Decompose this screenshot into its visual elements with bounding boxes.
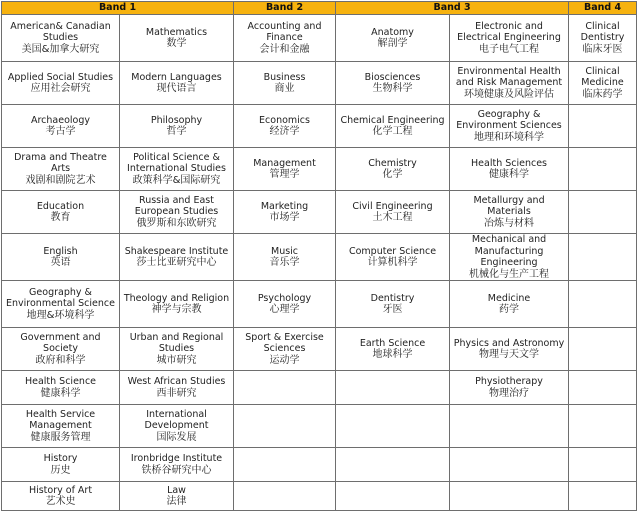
subject-cell — [2, 148, 120, 191]
subject-name-zh: 临床药学 — [582, 88, 623, 100]
subject-name-en: Health Science — [24, 376, 97, 387]
subject-name-en: Electronic and Electrical Engineering — [457, 20, 561, 44]
subject-name-en: Civil Engineering — [352, 200, 433, 212]
subject-cell — [450, 482, 569, 511]
subject-name-en: Education — [36, 200, 85, 212]
subject-name-en: Chemical Engineering — [340, 114, 445, 126]
subject-cell — [569, 62, 637, 105]
subject-name-en: Shakespeare Institute — [124, 245, 229, 257]
subject-name-zh: 管理学 — [269, 169, 300, 180]
subject-name-zh: 物理与天文学 — [479, 349, 540, 360]
subject-name-en: Biosciences — [364, 71, 421, 83]
subject-cell — [234, 148, 336, 191]
subject-name-zh: 艺术史 — [45, 496, 76, 507]
subject-cell — [120, 281, 234, 328]
subject-name-en: Psychology — [257, 292, 312, 304]
subject-name-zh: 物理治疗 — [489, 387, 530, 399]
subject-cell — [234, 191, 336, 234]
header-band-4: Band 4 — [569, 2, 637, 15]
subject-name-zh: 电子电气工程 — [479, 43, 540, 55]
subject-name-en: Health Service Management — [25, 408, 96, 432]
subject-cell — [569, 371, 637, 405]
subject-name-en: American& Canadian Studies — [10, 20, 111, 44]
table-row — [2, 482, 637, 511]
subject-name-zh: 健康科学 — [40, 387, 81, 399]
subject-name-zh: 地理&环境科学 — [26, 309, 95, 321]
subject-name-zh: 健康科学 — [489, 169, 530, 180]
subject-name-zh: 机械化与生产工程 — [469, 268, 550, 280]
subject-name-zh: 铁桥谷研究中心 — [141, 464, 212, 476]
subject-cell — [450, 328, 569, 371]
subject-name-en: Business — [263, 71, 306, 83]
subject-name-en: Clinical Medicine — [581, 65, 624, 89]
subject-cell — [450, 148, 569, 191]
subject-name-zh: 健康服务管理 — [30, 431, 91, 443]
subject-name-zh: 政策科学&国际研究 — [132, 174, 221, 186]
subject-name-en: Archaeology — [30, 114, 91, 126]
table-row — [2, 148, 637, 191]
subject-name-en: Accounting and Finance — [247, 20, 322, 44]
subject-name-en: Environmental Health and Risk Management — [455, 65, 563, 89]
subject-cell — [336, 191, 450, 234]
table-row — [2, 15, 637, 62]
subject-name-zh: 解剖学 — [377, 38, 408, 49]
subject-cell — [120, 234, 234, 281]
subject-name-zh: 应用社会研究 — [30, 83, 91, 94]
table-row — [2, 234, 637, 281]
subject-band-table — [1, 1, 637, 511]
subject-cell — [569, 328, 637, 371]
subject-name-en: Modern Languages — [131, 71, 222, 83]
subject-cell — [450, 448, 569, 482]
subject-cell — [120, 15, 234, 62]
subject-name-en: Marketing — [260, 200, 309, 212]
subject-name-zh: 考古学 — [45, 126, 76, 137]
subject-name-en: Russia and East European Studies — [134, 194, 219, 218]
subject-name-en: Mathematics — [145, 26, 208, 38]
subject-name-en: History of Art — [28, 484, 93, 496]
subject-name-en: Clinical Dentistry — [580, 20, 625, 44]
subject-cell — [234, 405, 336, 448]
subject-cell — [2, 405, 120, 448]
subject-name-en: Health Sciences — [471, 157, 548, 169]
subject-name-zh: 土木工程 — [372, 212, 413, 223]
subject-cell — [120, 482, 234, 511]
subject-cell — [234, 482, 336, 511]
subject-name-zh: 俄罗斯和东欧研究 — [136, 217, 217, 229]
subject-cell — [336, 148, 450, 191]
subject-name-zh: 化学 — [382, 169, 403, 180]
subject-cell — [2, 191, 120, 234]
subject-cell — [234, 62, 336, 105]
subject-cell — [234, 281, 336, 328]
subject-name-en: Geography & Environmental Science — [6, 286, 115, 310]
subject-cell — [120, 191, 234, 234]
subject-cell — [120, 405, 234, 448]
subject-cell — [569, 15, 637, 62]
subject-cell — [450, 234, 569, 281]
subject-cell — [336, 105, 450, 148]
subject-name-zh: 环境健康及风险评估 — [464, 88, 555, 100]
header-row — [2, 2, 637, 15]
table-row — [2, 405, 637, 448]
subject-name-zh: 音乐学 — [269, 257, 300, 268]
subject-name-en: Metallurgy and Materials — [473, 194, 545, 218]
header-band-1: Band 1 — [2, 2, 234, 15]
subject-cell — [2, 281, 120, 328]
subject-cell — [450, 281, 569, 328]
header-band-2: Band 2 — [234, 2, 336, 15]
subject-name-zh: 戏剧和剧院艺术 — [25, 174, 96, 186]
subject-name-en: Geography & Environment Sciences — [456, 108, 562, 132]
subject-name-en: Drama and Theatre Arts — [14, 151, 107, 175]
subject-cell — [336, 448, 450, 482]
subject-name-zh: 西非研究 — [156, 387, 197, 399]
subject-cell — [2, 482, 120, 511]
table-row — [2, 62, 637, 105]
subject-name-zh: 历史 — [50, 464, 71, 476]
subject-cell — [2, 105, 120, 148]
subject-name-zh: 运动学 — [269, 354, 300, 366]
subject-cell — [2, 371, 120, 405]
subject-name-en: Economics — [259, 114, 310, 126]
subject-cell — [569, 191, 637, 234]
subject-cell — [569, 105, 637, 148]
subject-cell — [336, 62, 450, 105]
header-band-3: Band 3 — [336, 2, 569, 15]
subject-name-zh: 神学与宗教 — [151, 304, 202, 315]
subject-name-en: Philosophy — [150, 114, 203, 126]
subject-name-en: Management — [253, 157, 316, 169]
table-body — [2, 15, 637, 511]
subject-name-zh: 生物科学 — [372, 83, 413, 94]
subject-name-zh: 会计和金融 — [259, 43, 310, 55]
subject-name-zh: 冶炼与材料 — [484, 217, 535, 229]
subject-cell — [569, 148, 637, 191]
subject-name-en: Computer Science — [348, 245, 437, 257]
subject-name-en: Dentistry — [370, 292, 415, 304]
table-row — [2, 191, 637, 234]
subject-name-en: International Development — [144, 408, 209, 432]
subject-name-en: Ironbridge Institute — [130, 453, 223, 464]
subject-cell — [569, 482, 637, 511]
subject-cell — [336, 328, 450, 371]
subject-name-en: Urban and Regional Studies — [129, 331, 224, 355]
subject-name-zh: 英语 — [50, 257, 71, 268]
subject-name-zh: 经济学 — [269, 126, 300, 137]
subject-cell — [2, 62, 120, 105]
subject-name-en: Medicine — [487, 292, 531, 304]
subject-name-en: History — [43, 453, 78, 464]
subject-cell — [2, 234, 120, 281]
subject-name-zh: 美国&加拿大研究 — [21, 43, 100, 55]
subject-cell — [336, 482, 450, 511]
subject-cell — [450, 15, 569, 62]
subject-cell — [569, 281, 637, 328]
subject-cell — [234, 234, 336, 281]
subject-cell — [336, 15, 450, 62]
subject-name-zh: 心理学 — [269, 304, 300, 315]
subject-cell — [450, 105, 569, 148]
subject-cell — [234, 371, 336, 405]
subject-cell — [234, 15, 336, 62]
subject-cell — [336, 281, 450, 328]
subject-name-zh: 计算机科学 — [367, 257, 418, 268]
subject-cell — [2, 448, 120, 482]
subject-name-en: Government and Society — [20, 331, 101, 355]
subject-cell — [569, 448, 637, 482]
subject-cell — [234, 105, 336, 148]
table-row — [2, 328, 637, 371]
subject-name-en: Physics and Astronomy — [453, 337, 565, 349]
subject-name-en: Mechanical and Manufacturing Engineering — [471, 234, 547, 268]
subject-name-zh: 政府和科学 — [35, 354, 86, 366]
subject-name-en: Chemistry — [368, 157, 417, 169]
subject-name-en: Physiotherapy — [475, 376, 543, 387]
table-row — [2, 281, 637, 328]
subject-name-zh: 城市研究 — [156, 354, 197, 366]
subject-cell — [569, 405, 637, 448]
subject-name-en: Anatomy — [371, 26, 414, 38]
subject-cell — [120, 448, 234, 482]
subject-name-zh: 地理和环境科学 — [474, 131, 545, 143]
subject-name-zh: 牙医 — [382, 304, 403, 315]
subject-cell — [2, 328, 120, 371]
subject-cell — [450, 371, 569, 405]
subject-name-zh: 哲学 — [166, 126, 187, 137]
subject-name-zh: 市场学 — [269, 212, 300, 223]
subject-name-zh: 教育 — [50, 212, 71, 223]
table-row — [2, 448, 637, 482]
subject-name-en: West African Studies — [127, 376, 226, 387]
subject-cell — [569, 234, 637, 281]
subject-name-zh: 药学 — [499, 304, 520, 315]
subject-name-zh: 现代语言 — [156, 83, 197, 94]
subject-cell — [120, 148, 234, 191]
subject-name-en: Law — [167, 484, 186, 496]
subject-cell — [120, 105, 234, 148]
subject-cell — [120, 62, 234, 105]
subject-name-en: Theology and Religion — [123, 292, 230, 304]
subject-cell — [450, 191, 569, 234]
subject-band-table-container — [0, 1, 637, 519]
subject-name-zh: 商业 — [274, 83, 295, 94]
subject-name-zh: 莎士比亚研究中心 — [136, 257, 217, 268]
subject-cell — [120, 328, 234, 371]
subject-name-zh: 地球科学 — [372, 349, 413, 360]
table-row — [2, 105, 637, 148]
subject-name-zh: 国际发展 — [156, 431, 197, 443]
subject-name-zh: 法律 — [166, 496, 187, 507]
subject-name-zh: 数学 — [166, 38, 187, 49]
subject-cell — [234, 448, 336, 482]
subject-cell — [336, 371, 450, 405]
subject-name-en: Sport & Exercise Sciences — [245, 331, 324, 355]
subject-cell — [234, 328, 336, 371]
subject-name-zh: 临床牙医 — [582, 43, 623, 55]
subject-name-en: English — [43, 245, 78, 257]
subject-cell — [336, 234, 450, 281]
subject-name-en: Music — [271, 245, 299, 257]
subject-cell — [120, 371, 234, 405]
table-row — [2, 371, 637, 405]
subject-cell — [336, 405, 450, 448]
subject-name-en: Applied Social Studies — [7, 71, 114, 83]
subject-cell — [450, 405, 569, 448]
subject-name-en: Earth Science — [359, 337, 426, 349]
subject-cell — [450, 62, 569, 105]
subject-cell — [2, 15, 120, 62]
subject-name-en: Political Science & International Studies — [127, 151, 226, 175]
subject-name-zh: 化学工程 — [372, 126, 413, 137]
